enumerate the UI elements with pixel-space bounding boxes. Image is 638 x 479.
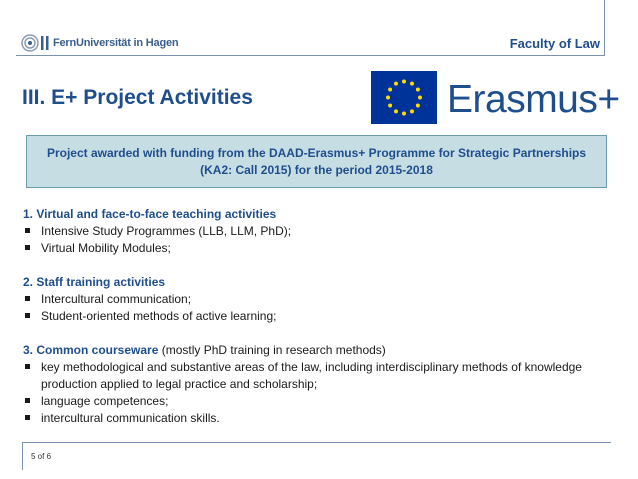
section-courseware [23, 342, 613, 427]
section-teaching [23, 206, 613, 257]
footer-divider [22, 442, 611, 443]
bullet-icon [25, 245, 30, 250]
list-item: language competences; [23, 393, 613, 410]
university-logo [20, 33, 178, 53]
section-staff-training [23, 274, 613, 325]
section-title: 3. Common courseware (mostly PhD training in research methods) [23, 343, 386, 357]
list-item: intercultural communication skills. [23, 410, 613, 427]
bullet-icon [25, 415, 30, 420]
list-item: Intercultural communication; [23, 291, 613, 308]
bullet-icon [25, 296, 30, 301]
list-item: key methodological and substantive areas of the law, including interdisciplinary methods of knowledge production applied to legal practice and scholarship; [23, 359, 613, 393]
section-title-note: (mostly PhD training in research methods) [161, 343, 386, 357]
bullet-list [23, 291, 613, 325]
logo-text: FernUniversität in Hagen [53, 37, 179, 49]
award-box: Project awarded with funding from the DAAD-Erasmus+ Programme for Strategic Partnerships (KA2: Call 2015) for the period 2015-2018 [26, 135, 607, 188]
slide-title: III. E+ Project Activities [22, 86, 253, 109]
eu-flag-icon [371, 71, 437, 124]
bullet-icon [25, 364, 30, 369]
faculty-label: Faculty of Law [509, 36, 600, 51]
bullet-list [23, 359, 613, 427]
fernuni-logo-icon [20, 33, 50, 53]
section-title: 2. Staff training activities [23, 275, 166, 289]
footer-divider-vertical [22, 442, 23, 470]
activities-content [23, 206, 613, 427]
bullet-icon [25, 313, 30, 318]
section-title: 1. Virtual and face-to-face teaching activities [23, 207, 277, 221]
list-item: Intensive Study Programmes (LLB, LLM, PhD); [23, 223, 613, 240]
list-item: Virtual Mobility Modules; [23, 240, 613, 257]
bullet-list [23, 223, 613, 257]
bullet-icon [25, 228, 30, 233]
page-number: 5 of 6 [31, 452, 52, 461]
bullet-icon [25, 398, 30, 403]
erasmus-logo: Erasmus+ [447, 78, 620, 121]
list-item: Student-oriented methods of active learning; [23, 308, 613, 325]
